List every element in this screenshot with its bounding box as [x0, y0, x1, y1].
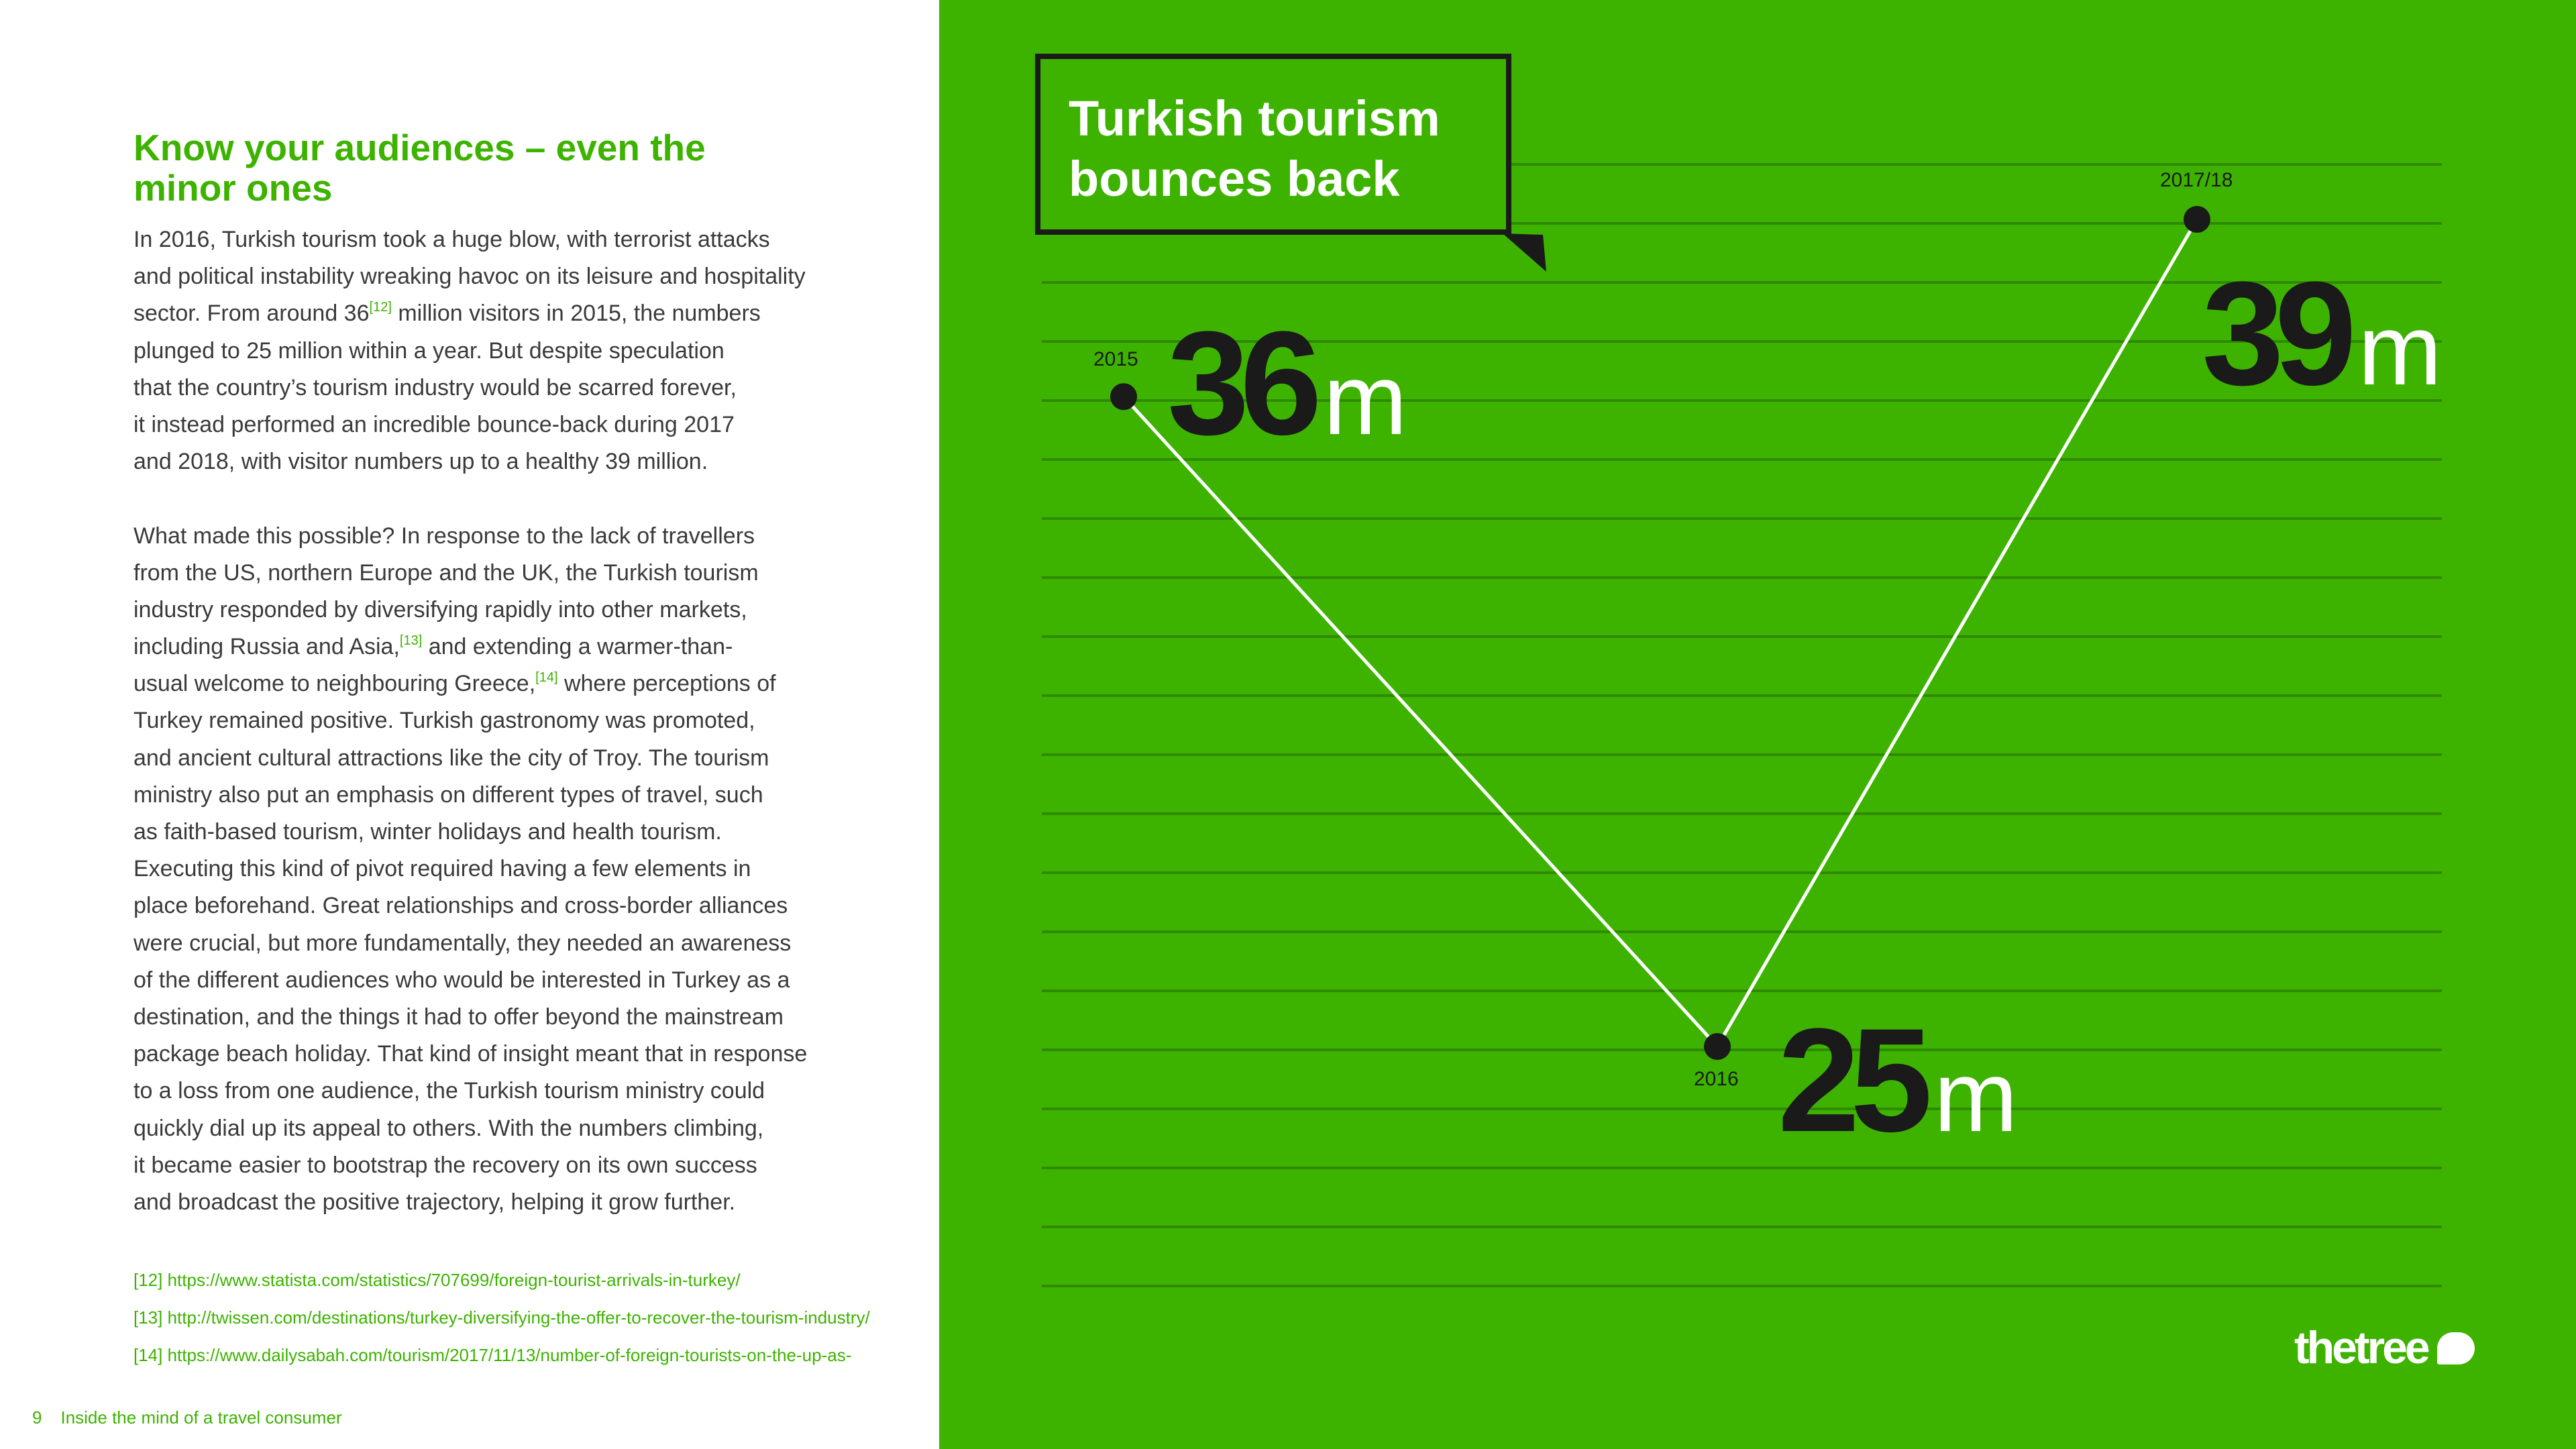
data-label-unit: m [1933, 1040, 2018, 1152]
article-line: to a loss from one audience, the Turkish tourism ministry could [133, 1078, 765, 1104]
article-line: as faith-based tourism, winter holidays and health tourism. [133, 819, 722, 845]
article-paragraph [133, 518, 905, 1222]
chart-title-line: Turkish tourism [1069, 91, 1440, 146]
article-paragraph [133, 221, 905, 480]
article-line: package beach holiday. That kind of insight meant that in response [133, 1041, 808, 1067]
article-line: industry responded by diversifying rapidly into other markets, [133, 596, 747, 623]
category-label: 2016 [1694, 1068, 1739, 1090]
article-line: Turkey remained positive. Turkish gastronomy was promoted, [133, 708, 755, 734]
article-line: including Russia and Asia,[13] and extending a warmer-than- [133, 633, 733, 660]
logo-text: thetree [2294, 1322, 2428, 1373]
reference-marker[interactable]: [12] [369, 300, 392, 315]
chart-title [1035, 54, 1511, 235]
article-panel [0, 0, 939, 1449]
chart-panel [939, 0, 2576, 1449]
reference-13[interactable]: [13] http://twissen.com/destinations/turkey-diversifying-the-offer-to-recover-the-tourism-industry/ [133, 1307, 870, 1328]
article-line: were crucial, but more fundamentally, they needed an awareness [133, 930, 792, 956]
speech-bubble-icon [2437, 1332, 2475, 1364]
article-line: In 2016, Turkish tourism took a huge blow, with terrorist attacks [133, 227, 770, 252]
article-line: quickly dial up its appeal to others. With the numbers climbing, [133, 1115, 764, 1141]
article-line: What made this possible? In response to the lack of travellers [133, 523, 755, 549]
data-point-2015 [1110, 383, 1137, 410]
data-label-unit: m [1323, 343, 1407, 456]
chart-title-line: bounces back [1069, 151, 1400, 207]
article-line: it instead performed an incredible bounce-back during 2017 [133, 411, 735, 437]
article-heading [133, 127, 804, 208]
data-label [2202, 251, 2442, 416]
article-line: plunged to 25 million within a year. But despite speculation [133, 337, 724, 364]
data-label-unit: m [2358, 293, 2442, 406]
reference-14[interactable]: [14] https://www.dailysabah.com/tourism/2017/11/13/number-of-foreign-tourists-on-the-up-as- [133, 1345, 852, 1365]
category-label: 2017/18 [2160, 169, 2233, 191]
article-line: that the country’s tourism industry would be scarred forever, [133, 374, 737, 400]
category-label: 2015 [1093, 348, 1138, 371]
article-line: Executing this kind of pivot required having a few elements in [133, 856, 751, 882]
paragraph-gap [133, 480, 905, 517]
page-number: 9 [32, 1407, 42, 1428]
footer-title: Inside the mind of a travel consumer [60, 1407, 342, 1428]
data-point-2016 [1704, 1033, 1731, 1060]
references-list [133, 1261, 938, 1374]
article-line: from the US, northern Europe and the UK, the Turkish tourism [133, 559, 759, 586]
article-line: of the different audiences who would be interested in Turkey as a [133, 967, 790, 993]
article-line: destination, and the things it had to offer beyond the mainstream [133, 1004, 784, 1030]
brand-logo [2294, 1322, 2475, 1373]
article-line: sector. From around 36[12] million visitors in 2015, the numbers [133, 300, 761, 327]
reference-12[interactable]: [12] https://www.statista.com/statistics/707699/foreign-tourist-arrivals-in-turkey/ [133, 1270, 741, 1290]
data-label [1167, 301, 1407, 466]
data-label [1778, 998, 2018, 1163]
article-line: ministry also put an emphasis on different types of travel, such [133, 782, 763, 808]
article-line: and broadcast the positive trajectory, helping it grow further. [133, 1189, 736, 1215]
data-label-value: 36 [1167, 301, 1313, 466]
article-line: usual welcome to neighbouring Greece,[14] where perceptions of [133, 670, 776, 697]
article-line: and political instability wreaking havoc on its leisure and hospitality [133, 264, 806, 290]
article-line: it became easier to bootstrap the recovery on its own success [133, 1152, 757, 1178]
data-label-value: 39 [2202, 251, 2348, 416]
data-label-value: 25 [1778, 998, 1923, 1163]
article-heading-line: minor ones [133, 167, 333, 209]
reference-marker[interactable]: [14] [535, 670, 558, 686]
article-line: and 2018, with visitor numbers up to a healthy 39 million. [133, 449, 708, 475]
reference-marker[interactable]: [13] [399, 633, 423, 649]
article-body [133, 221, 905, 1221]
page-footer [32, 1407, 361, 1428]
article-line: place beforehand. Great relationships and cross-border alliances [133, 893, 788, 919]
data-point-2017-18 [2184, 206, 2210, 233]
article-line: and ancient cultural attractions like the city of Troy. The tourism [133, 745, 769, 771]
title-callout-pointer [1503, 233, 1546, 272]
article-heading-line: Know your audiences – even the [133, 127, 706, 168]
